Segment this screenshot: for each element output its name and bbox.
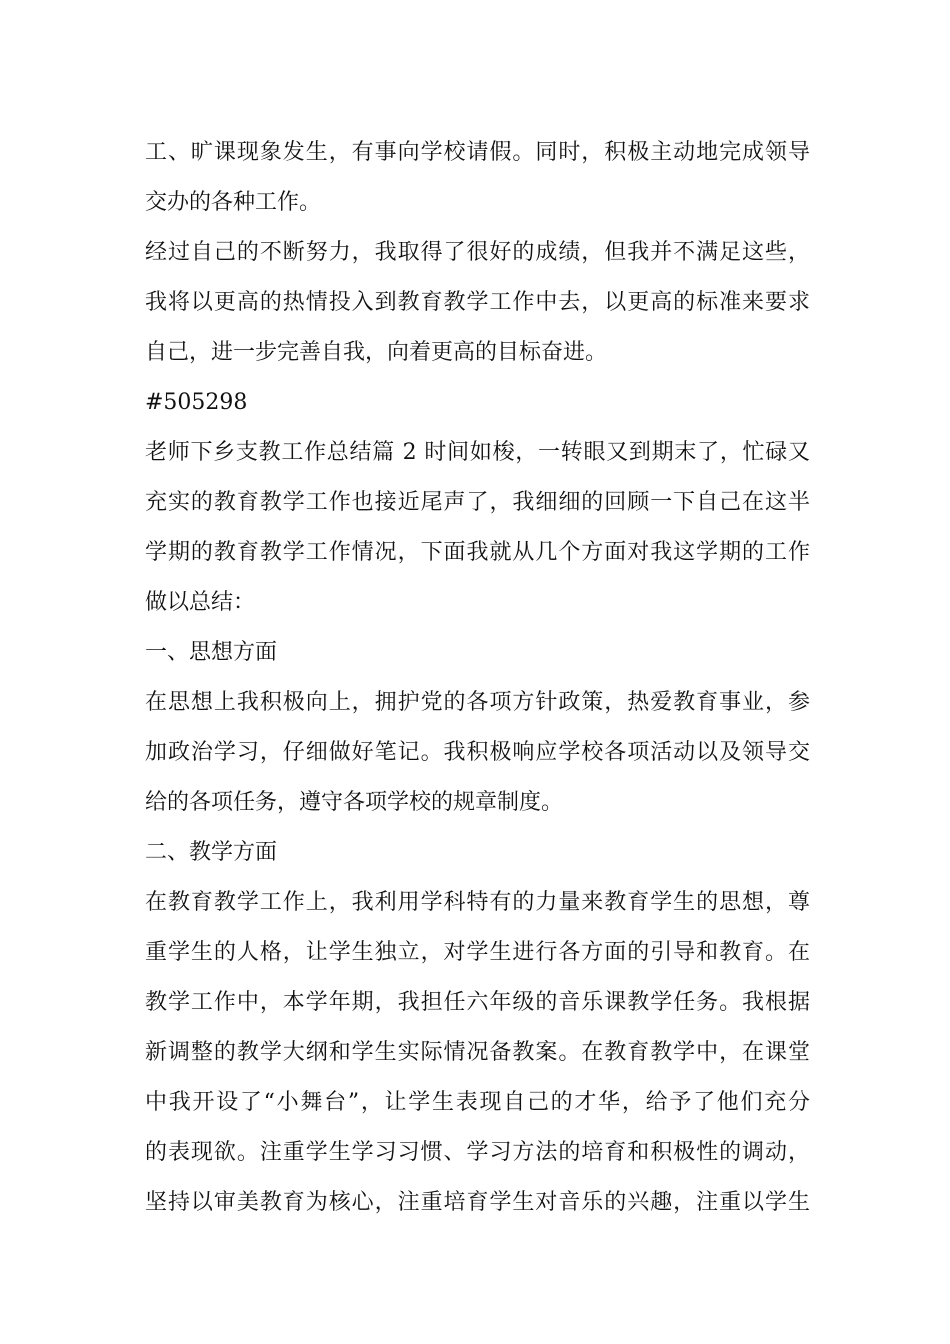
text-line: 教学工作中，本学年期，我担任六年级的音乐课教学任务。我根据 xyxy=(145,990,810,1015)
text-line: 交办的各种工作。 xyxy=(145,190,322,215)
section-heading: 一、思想方面 xyxy=(145,640,278,665)
text-line: 在思想上我积极向上，拥护党的各项方针政策，热爱教育事业，参 xyxy=(145,690,810,715)
text-line: 学期的教育教学工作情况，下面我就从几个方面对我这学期的工作 xyxy=(145,540,810,565)
text-line: 做以总结： xyxy=(145,590,256,615)
text-line: 中我开设了“小舞台”，让学生表现自己的才华，给予了他们充分 xyxy=(145,1090,810,1115)
text-line: 工、旷课现象发生，有事向学校请假。同时，积极主动地完成领导 xyxy=(145,140,810,165)
text-line: 重学生的人格，让学生独立，对学生进行各方面的引导和教育。在 xyxy=(145,940,810,965)
section-heading: 二、教学方面 xyxy=(145,840,278,865)
text-line: 加政治学习，仔细做好笔记。我积极响应学校各项活动以及领导交 xyxy=(145,740,810,765)
document-id: #505298 xyxy=(145,390,248,415)
text-line: 在教育教学工作上，我利用学科特有的力量来教育学生的思想，尊 xyxy=(145,890,810,915)
text-line: 经过自己的不断努力，我取得了很好的成绩，但我并不满足这些， xyxy=(145,240,810,265)
text-line: 新调整的教学大纲和学生实际情况备教案。在教育教学中，在课堂 xyxy=(145,1040,810,1065)
text-line: 自己，进一步完善自我，向着更高的目标奋进。 xyxy=(145,340,608,365)
text-line: 坚持以审美教育为核心，注重培育学生对音乐的兴趣，注重以学生 xyxy=(145,1190,810,1215)
text-line: 老师下乡支教工作总结篇 2 时间如梭，一转眼又到期末了，忙碌又 xyxy=(145,440,810,465)
text-line: 充实的教育教学工作也接近尾声了，我细细的回顾一下自己在这半 xyxy=(145,490,810,515)
text-line: 我将以更高的热情投入到教育教学工作中去，以更高的标准来要求 xyxy=(145,290,810,315)
text-line: 给的各项任务，遵守各项学校的规章制度。 xyxy=(145,790,564,815)
document-body xyxy=(145,128,810,1228)
text-line: 的表现欲。注重学生学习习惯、学习方法的培育和积极性的调动， xyxy=(145,1140,810,1165)
